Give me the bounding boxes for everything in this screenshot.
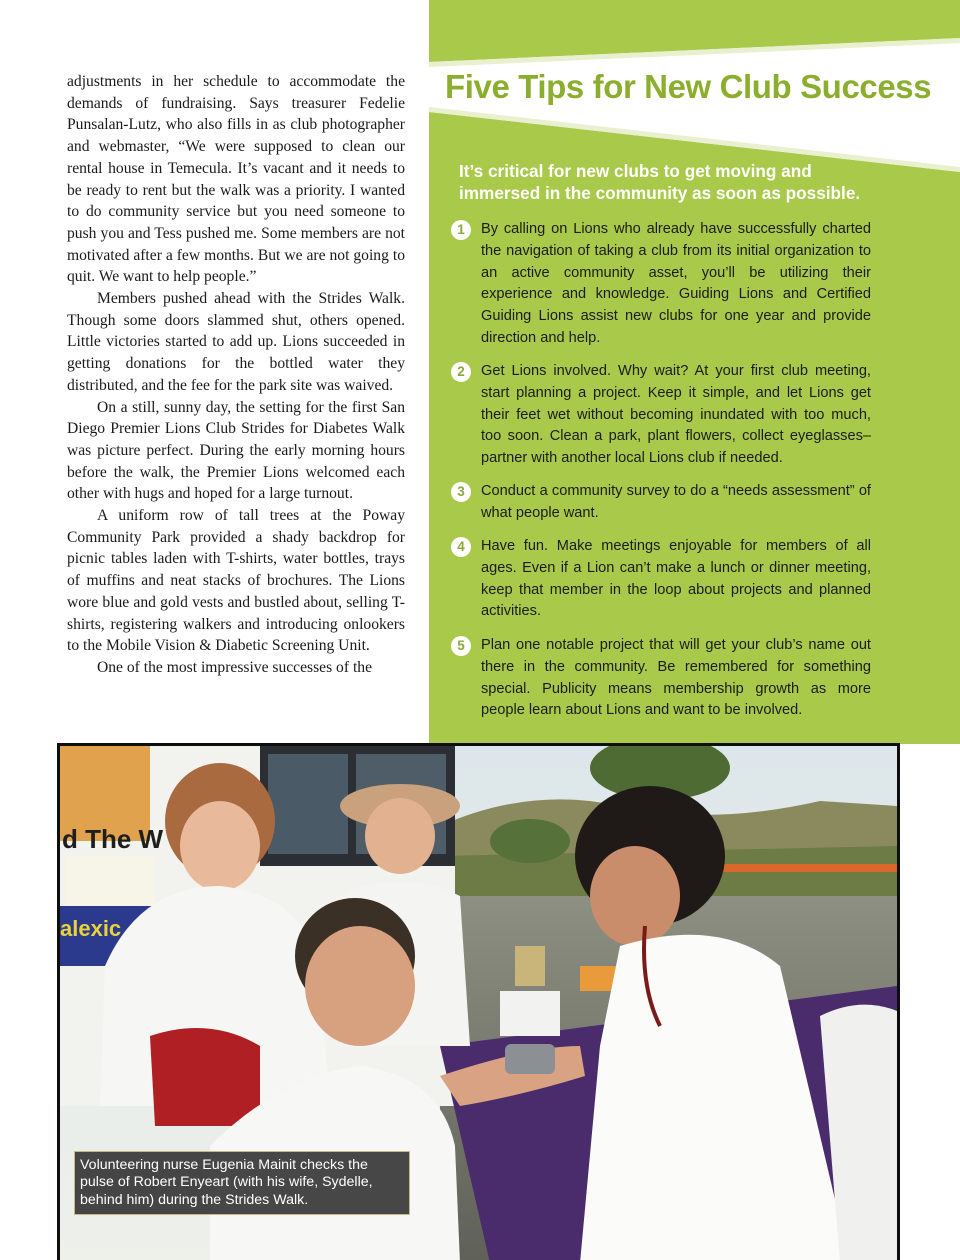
- article-paragraph: Members pushed ahead with the Strides Walk. Though some doors slammed shut, others opened. Little victories started to add up. Lions succeeded in getting donations for the bottled water they distributed, and the fee for the park site was waived.: [67, 290, 405, 394]
- tip-text: Conduct a community survey to do a “needs assessment” of what people want.: [481, 483, 871, 521]
- tips-sidebar: [429, 0, 960, 744]
- tip-number-badge: 5: [451, 636, 471, 656]
- article-body: [67, 71, 405, 679]
- tip-number-badge: 1: [451, 220, 471, 240]
- tip-text: Plan one notable project that will get your club’s name out there in the community. Be remembered for something special. Publicity means membership growth as more people learn about Lions and want to be involved.: [481, 637, 871, 719]
- article-paragraph: adjustments in her schedule to accommodate the demands of fundraising. Says treasurer Fedelie Punsalan-Lutz, who also fills in as club photographer and webmaster, “We were supposed to clean our rental house in Temecula. It’s vacant and it needs to be ready to rent but the walk was a priority. I wanted to do community service but you need someone to push you and Tess pushed me. Some members are not motivated after a few months. But we are not going to quit. We want to help people.”: [67, 73, 405, 286]
- tip-item: [451, 219, 871, 350]
- tip-number-badge: 4: [451, 537, 471, 557]
- tip-item: [451, 635, 871, 722]
- tip-item: [451, 361, 871, 470]
- article-paragraph: One of the most impressive successes of the: [97, 658, 372, 676]
- article-paragraph: A uniform row of tall trees at the Poway Community Park provided a shady backdrop for picnic tables laden with T-shirts, water bottles, trays of muffins and neat stacks of brochures. The Lions wore blue and gold vests and bustled about, selling T-shirts, registering walkers and introducing onlookers to the Mobile Vision & Diabetic Screening Unit.: [67, 507, 405, 655]
- tip-text: Have fun. Make meetings enjoyable for members of all ages. Even if a Lion can’t make a lunch or dinner meeting, keep that member in the loop about projects and planned activities.: [481, 538, 871, 620]
- sidebar-intro: It’s critical for new clubs to get moving and immersed in the community as soon as possible.: [459, 161, 861, 203]
- tip-text: Get Lions involved. Why wait? At your first club meeting, start planning a project. Keep it simple, and let Lions get their feet wet without becoming inundated with too much, too soon. Clean a park, plant flowers, collect eyeglasses–partner with another local Lions club if needed.: [481, 363, 871, 467]
- event-photo: [57, 743, 900, 1260]
- tip-number-badge: 2: [451, 362, 471, 382]
- tip-item: [451, 481, 871, 525]
- sidebar-title: Five Tips for New Club Success: [445, 68, 932, 105]
- article-paragraph: On a still, sunny day, the setting for the first San Diego Premier Lions Club Strides for Diabetes Walk was picture perfect. During the early morning hours before the walk, the Premier Lions welcomed each other with hugs and hoped for a large turnout.: [67, 398, 405, 503]
- photo-caption: Volunteering nurse Eugenia Mainit checks the pulse of Robert Enyeart (with his wife, Sydelle, behind him) during the Strides Walk.: [74, 1151, 410, 1215]
- tip-text: By calling on Lions who already have successfully charted the navigation of taking a club from its initial organization to an active community asset, you’ll be utilizing their experience and knowledge. Guiding Lions and Certified Guiding Lions assist new clubs for one year and provide direction and help.: [481, 221, 871, 346]
- svg-text:d The W: d The W: [62, 824, 164, 854]
- tip-number-badge: 3: [451, 482, 471, 502]
- svg-text:alexic: alexic: [60, 916, 122, 941]
- tip-item: [451, 536, 871, 623]
